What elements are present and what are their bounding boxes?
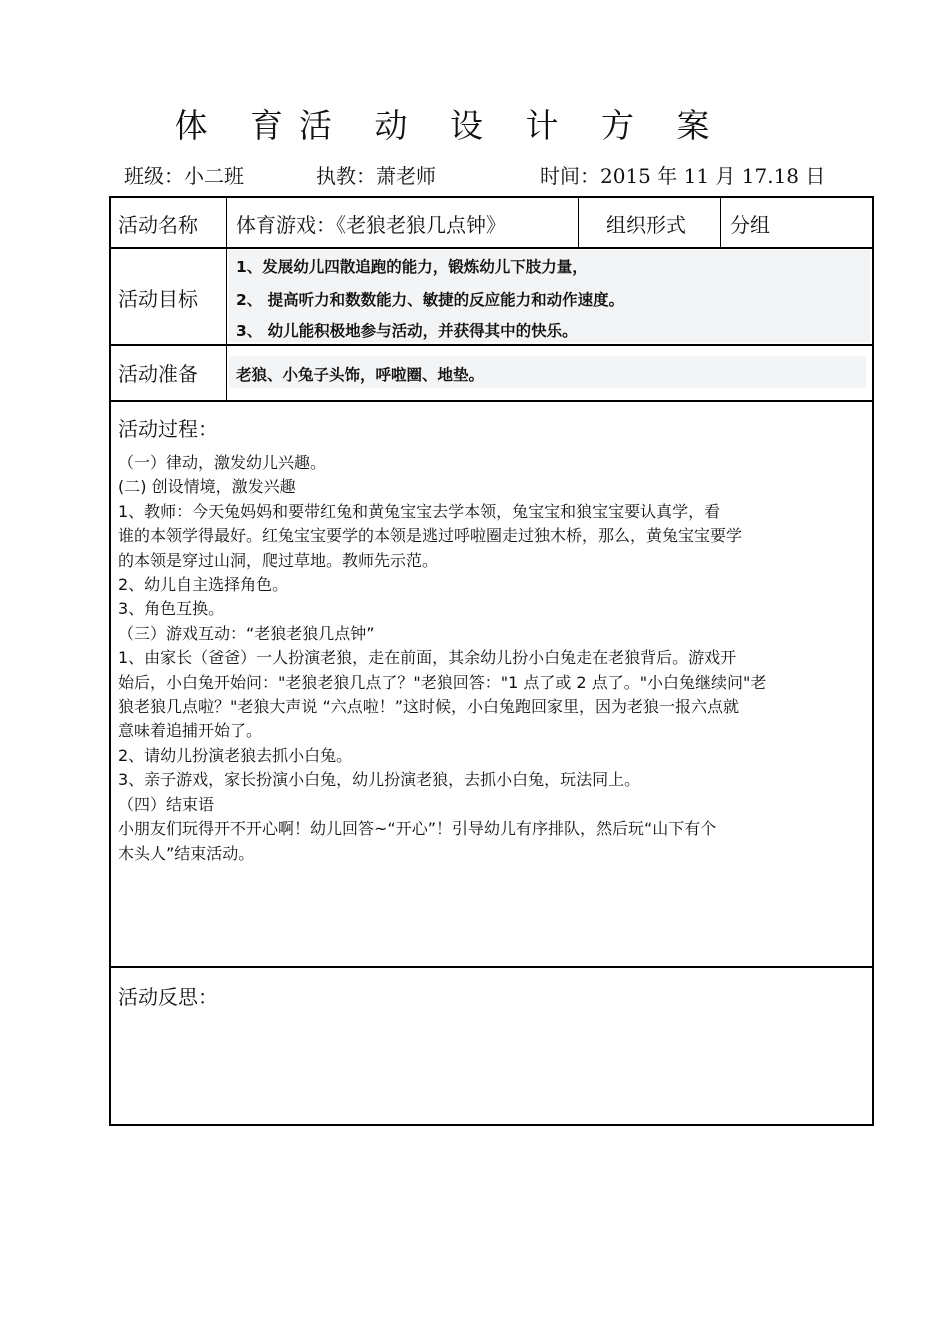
process-line: （四）结束语 xyxy=(118,794,215,814)
process-line: 2、请幼儿扮演老狼去抓小白兔。 xyxy=(118,745,353,765)
process-line: 谁的本领学得最好。红兔宝宝要学的本领是逃过呼啦圈走过独木桥，那么，黄兔宝宝要学 xyxy=(118,526,743,546)
goal-label: 活动目标 xyxy=(118,287,198,311)
process-line: 木头人”结束活动。 xyxy=(118,843,255,863)
process-label: 活动过程： xyxy=(118,417,218,441)
process-line: （三）游戏互动：“老狼老狼几点钟” xyxy=(118,623,375,643)
process-line: 2、幼儿自主选择角色。 xyxy=(118,575,289,595)
prep-value: 老狼、小兔子头饰，呼啦圈、地垫。 xyxy=(236,366,485,384)
activity-name-label: 活动名称 xyxy=(118,213,198,237)
process-line: (二) 创设情境，激发兴趣 xyxy=(118,477,296,497)
teacher-info: 执教：萧老师 xyxy=(316,164,436,188)
column-divider xyxy=(226,196,227,401)
process-line: 小朋友们玩得开不开心啊！幼儿回答~“开心”！引导幼儿有序排队，然后玩“山下有个 xyxy=(118,819,717,839)
table-border-left xyxy=(109,196,111,1126)
date-label: 时间： xyxy=(540,164,600,188)
row-divider xyxy=(109,966,874,968)
document-title: 体 育活 动 设 计 方 案 xyxy=(174,106,726,145)
goal-item: 1、发展幼儿四散追跑的能力，锻炼幼儿下肢力量， xyxy=(236,258,588,276)
column-divider xyxy=(720,196,721,248)
process-line: 的本领是穿过山洞，爬过草地。教师先示范。 xyxy=(118,550,439,570)
organization-value: 分组 xyxy=(730,213,770,237)
process-body xyxy=(118,451,868,866)
date-value: 2015 年 11 月 17.18 日 xyxy=(600,164,826,188)
table-border-top xyxy=(109,196,874,198)
organization-label: 组织形式 xyxy=(606,213,686,237)
process-line: 3、角色互换。 xyxy=(118,599,225,619)
process-line: 意味着追捕开始了。 xyxy=(118,721,263,741)
date-info xyxy=(540,160,825,189)
row-divider xyxy=(109,400,874,402)
goal-item: 3、 幼儿能积极地参与活动，并获得其中的快乐。 xyxy=(236,322,578,340)
table-border-bottom xyxy=(109,1124,874,1126)
reflection-label: 活动反思： xyxy=(118,985,218,1009)
process-line: （一）律动，激发幼儿兴趣。 xyxy=(118,453,327,472)
goal-item: 2、 提高听力和数数能力、敏捷的反应能力和动作速度。 xyxy=(236,291,625,309)
prep-label: 活动准备 xyxy=(118,362,198,386)
row-divider xyxy=(109,344,874,346)
process-line: 3、亲子游戏，家长扮演小白兔，幼儿扮演老狼，去抓小白兔，玩法同上。 xyxy=(118,770,641,790)
process-line: 始后，小白兔开始问："老狼老狼几点了？"老狼回答："1 点了或 2 点了。"小白兔继续问"老 xyxy=(118,672,767,692)
process-line: 狼老狼几点啦？"老狼大声说 “六点啦！”这时候，小白兔跑回家里，因为老狼一报六点就 xyxy=(118,697,740,717)
row-divider xyxy=(109,247,874,249)
process-line: 1、教师：今天兔妈妈和要带红兔和黄兔宝宝去学本领，兔宝宝和狼宝宝要认真学，看 xyxy=(118,501,721,521)
process-line: 1、由家长（爸爸）一人扮演老狼，走在前面，其余幼儿扮小白兔走在老狼背后。游戏开 xyxy=(118,648,737,668)
class-info: 班级：小二班 xyxy=(124,164,244,188)
table-border-right xyxy=(872,196,874,1126)
column-divider xyxy=(578,196,579,248)
activity-name-value: 体育游戏：《老狼老狼几点钟》 xyxy=(236,213,506,237)
